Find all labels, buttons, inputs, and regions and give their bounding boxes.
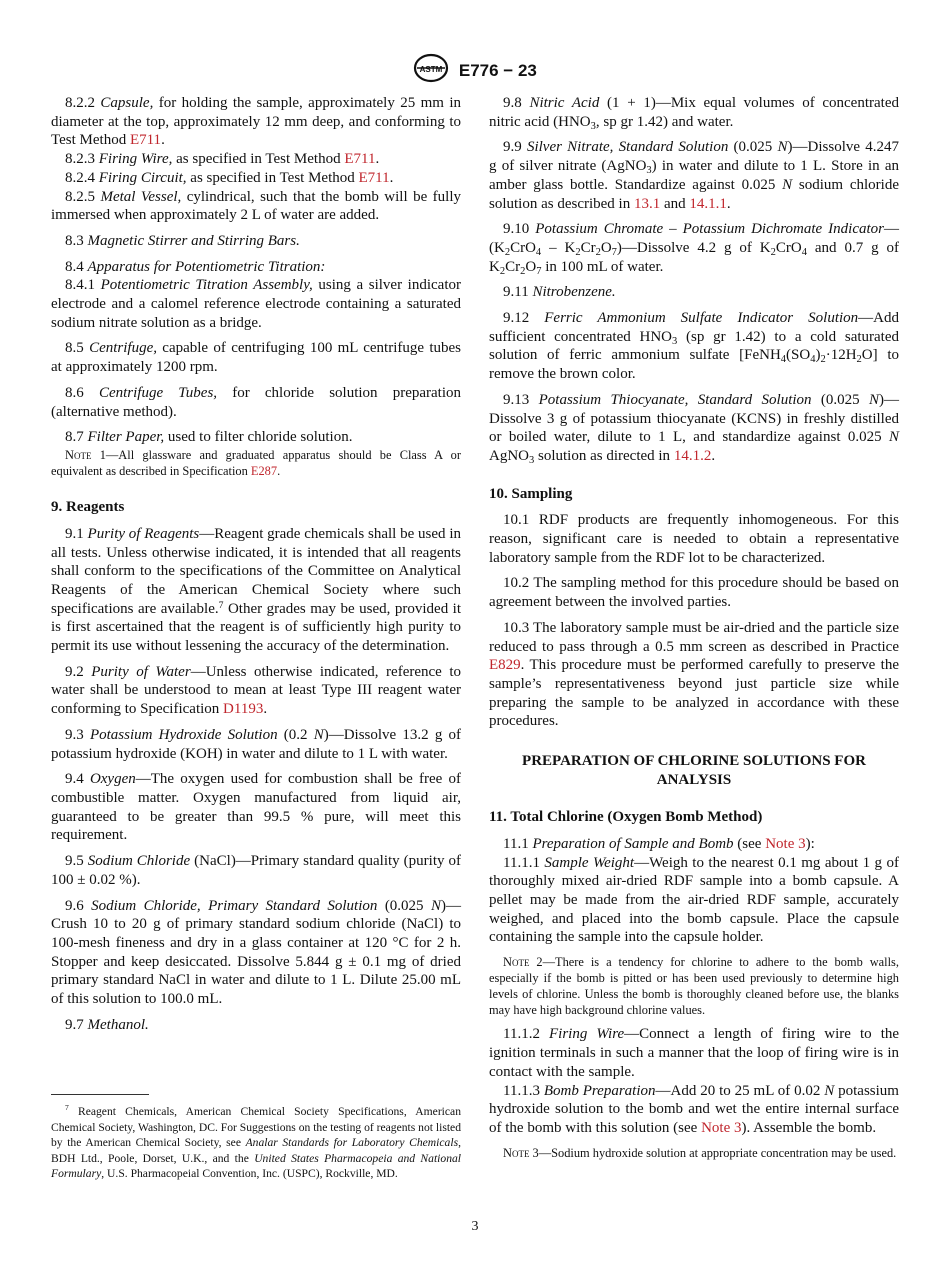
- para-10-3: 10.3 The laboratory sample must be air-dried and the particle size reduced to pass through a 0.5 mm screen as described in Practice E829. This procedure must be performed carefully to preserve the sample’s representativeness beyond just particle size while preparing the sample to be analyzed in accordance with these procedures.: [489, 619, 899, 730]
- ref-link[interactable]: Note 3: [701, 1119, 742, 1136]
- ref-link[interactable]: E711: [344, 151, 376, 168]
- ref-link[interactable]: E711: [358, 169, 390, 186]
- part-heading: PREPARATION OF CHLORINE SOLUTIONS FOR ANALYSIS: [522, 753, 866, 789]
- para-9-2: 9.2 Purity of Water—Unless otherwise indicated, reference to water shall be understood to mean at least Type III reagent water conforming to Specification D1193.: [51, 663, 461, 718]
- para-9-6: 9.6 Sodium Chloride, Primary Standard Solution (0.025 N)—Crush 10 to 20 g of primary standard sodium chloride (NaCl) to 100-mesh fineness and dry in a glass container at 120 °C for 2 h. Stopper and keep desiccated. Dissolve 5.844 g ± 0.1 mg of dried primary standard NaCl in water and dilute to 1 L. Dilute 25.00 mL of this solution to 100.0 mL.: [51, 897, 461, 1008]
- para-11-1: 11.1 Preparation of Sample and Bomb (see Note 3):: [503, 835, 815, 852]
- section-heading-9: 9. Reagents: [51, 499, 125, 516]
- para-9-8: 9.8 Nitric Acid (1 + 1)—Mix equal volumes of concentrated nitric acid ($HNO_3$, sp gr 1.42) and water.: [489, 95, 899, 132]
- para-8-6: 8.6 Centrifuge Tubes, for chloride solution preparation (alternative method).: [51, 384, 462, 420]
- para-8-2-2: 8.2.2 Capsule, for holding the sample, approximately 25 mm in diameter at the top, approximately 12 mm deep, and conforming to Test Method E711.: [51, 95, 462, 149]
- note-2: Note 2—There is a tendency for chlorine to adhere to the bomb walls, especially if the bomb is pitted or has been used previously to determine high levels of chlorine. Unless the bomb is thoroughly cleaned before use, the blanks may have high background chlorine values.: [489, 955, 899, 1018]
- para-9-11: 9.11 Nitrobenzene.: [503, 284, 616, 301]
- para-8-5: 8.5 Centrifuge, capable of centrifuging 100 mL centrifuge tubes at approximately 1200 rpm.: [51, 340, 461, 376]
- ref-link[interactable]: 14.1.1: [689, 195, 727, 212]
- ref-link[interactable]: E829: [489, 657, 521, 674]
- footnote-7: $^7$ Reagent Chemicals, American Chemical Society Specifications, American Chemical Society, Washington, DC. For Suggestions on the testing of reagents not listed by the American Chemical Society, see Analar Standards for Laboratory Chemicals, BDH Ltd., Poole, Dorset, U.K., and the United States Pharmacopeia and National Formulary, U.S. Pharmacopeial Convention, Inc. (USPC), Rockville, MD.: [51, 1103, 462, 1181]
- para-8-3: 8.3 Magnetic Stirrer and Stirring Bars.: [65, 232, 300, 249]
- footnote-ref: 7: [218, 599, 224, 611]
- note-1: Note 1—All glassware and graduated apparatus should be Class A or equivalent as described in Specification E287.: [51, 447, 461, 479]
- para-9-12: 9.12 Ferric Ammonium Sulfate Indicator Solution—Add sufficient concentrated $HNO_3$ (sp gr 1.42) to a cold saturated solution of ferric ammonium sulfate $[FeNH_4(SO_4)_2\cdot 12H_2O]$ to remove the brown color.: [489, 310, 899, 383]
- note-3: Note 3—Sodium hydroxide solution at appropriate concentration may be used.: [503, 1145, 897, 1160]
- ref-link[interactable]: D1193: [223, 701, 264, 718]
- para-9-10: 9.10 Potassium Chromate – Potassium Dichromate $Indicator—(K_2CrO_4$ – $K_2Cr_2O_7)—Dissolve$ 4.2 g of $K_2CrO_4$ and 0.7 g of $K_2Cr_2O_7$ in 100 mL of water.: [489, 221, 900, 277]
- para-11-1-1: 11.1.1 Sample Weight—Weigh to the nearest 0.1 mg about 1 g of thoroughly mixed air-dried RDF sample into a bomb capsule. A pellet may be made from the air-dried RDF sample, accurately weighed, and placed into the bomb capsule. Place the capsule containing the sample into the capsule holder.: [489, 854, 899, 946]
- para-9-9: 9.9 Silver Nitrate, Standard Solution (0.025 N)—Dissolve 4.247 g of silver nitrate (AgNO$_3$) in water and dilute to 1 L. Store in an amber glass bottle. Standardize against 0.025 N sodium chloride solution as described in 13.1 and 14.1.1.: [489, 139, 899, 212]
- para-9-13: 9.13 Potassium Thiocyanate, Standard Solution (0.025 N)—Dissolve 3 g of potassium thiocyanate (KCNS) in freshly distilled or boiled water, dilute to 1 L, and standardize against 0.025 N AgNO$_3$ solution as directed in 14.1.2.: [489, 391, 900, 466]
- para-8-2-4: 8.2.4 Firing Circuit, as specified in Test Method E711.: [65, 169, 394, 186]
- logo-text: ASTM: [419, 65, 443, 74]
- footnote-divider: [51, 1094, 149, 1095]
- ref-link[interactable]: E711: [129, 132, 162, 149]
- para-9-4: 9.4 Oxygen—The oxygen used for combustion shall be free of combustible matter. Oxygen manufactured from liquid air, guaranteed to be greater than 99.5 % pure, will meet this requirement.: [51, 771, 461, 844]
- para-8-2-3: 8.2.3 Firing Wire, as specified in Test Method E711.: [65, 151, 380, 168]
- para-9-7: 9.7 Methanol.: [65, 1016, 149, 1033]
- para-9-5: 9.5 Sodium Chloride (NaCl)—Primary standard quality (purity of 100 ± 0.02 %).: [51, 853, 462, 888]
- para-8-2-5: 8.2.5 Metal Vessel, cylindrical, such that the bomb will be fully immersed when approximately 2 L of water are added.: [51, 188, 462, 224]
- para-9-3: 9.3 Potassium Hydroxide Solution (0.2 N)—Dissolve 13.2 g of potassium hydroxide (KOH) in water and dilute to 1 L with water.: [51, 726, 462, 762]
- para-8-7: 8.7 Filter Paper, used to filter chloride solution.: [65, 429, 353, 446]
- ref-link[interactable]: 14.1.2: [673, 447, 712, 464]
- ref-link[interactable]: 13.1: [633, 195, 661, 212]
- left-column: [51, 94, 461, 1034]
- right-column: [489, 94, 899, 1161]
- astm-logo-icon: [413, 53, 449, 88]
- para-11-1-3: 11.1.3 Bomb Preparation—Add 20 to 25 mL of 0.02 N potassium hydroxide solution to the bomb and wet the entire internal surface of the bomb with this solution (see Note 3). Assemble the bomb.: [489, 1082, 899, 1136]
- page-number: 3: [471, 1219, 479, 1234]
- ref-link[interactable]: E287: [250, 464, 278, 479]
- ref-link[interactable]: Note 3: [765, 835, 806, 852]
- document-id: E776 − 23: [458, 60, 537, 80]
- section-heading-11: 11. Total Chlorine (Oxygen Bomb Method): [489, 809, 763, 826]
- para-10-1: 10.1 RDF products are frequently inhomogeneous. For this reason, significant care is needed to obtain a representative laboratory sample from the RDF lot to be characterized.: [489, 512, 899, 566]
- page-header: [0, 53, 950, 88]
- para-10-2: 10.2 The sampling method for this procedure should be based on agreement between the involved parties.: [489, 575, 899, 611]
- para-11-1-2: 11.1.2 Firing Wire—Connect a length of firing wire to the ignition terminals in such a manner that the loop of firing wire is in contact with the sample.: [489, 1026, 900, 1080]
- para-8-4: 8.4 Apparatus for Potentiometric Titration:: [65, 258, 326, 275]
- section-heading-10: 10. Sampling: [489, 485, 573, 502]
- para-9-1: 9.1 Purity of Reagents—Reagent grade chemicals shall be used in all tests. Unless otherwise indicated, it is intended that all reagents shall conform to the specifications of the Committee on Analytical Reagents of the American Chemical Society where such specifications are available.$^7$ Other grades may be used, provided it is first ascertained that the reagent is of sufficiently high purity to permit its use without lessening the accuracy of the determination.: [51, 525, 462, 655]
- para-8-4-1: 8.4.1 Potentiometric Titration Assembly, using a silver indicator electrode and a calomel reference electrode containing a saturated sodium nitrate solution as a bridge.: [51, 277, 461, 331]
